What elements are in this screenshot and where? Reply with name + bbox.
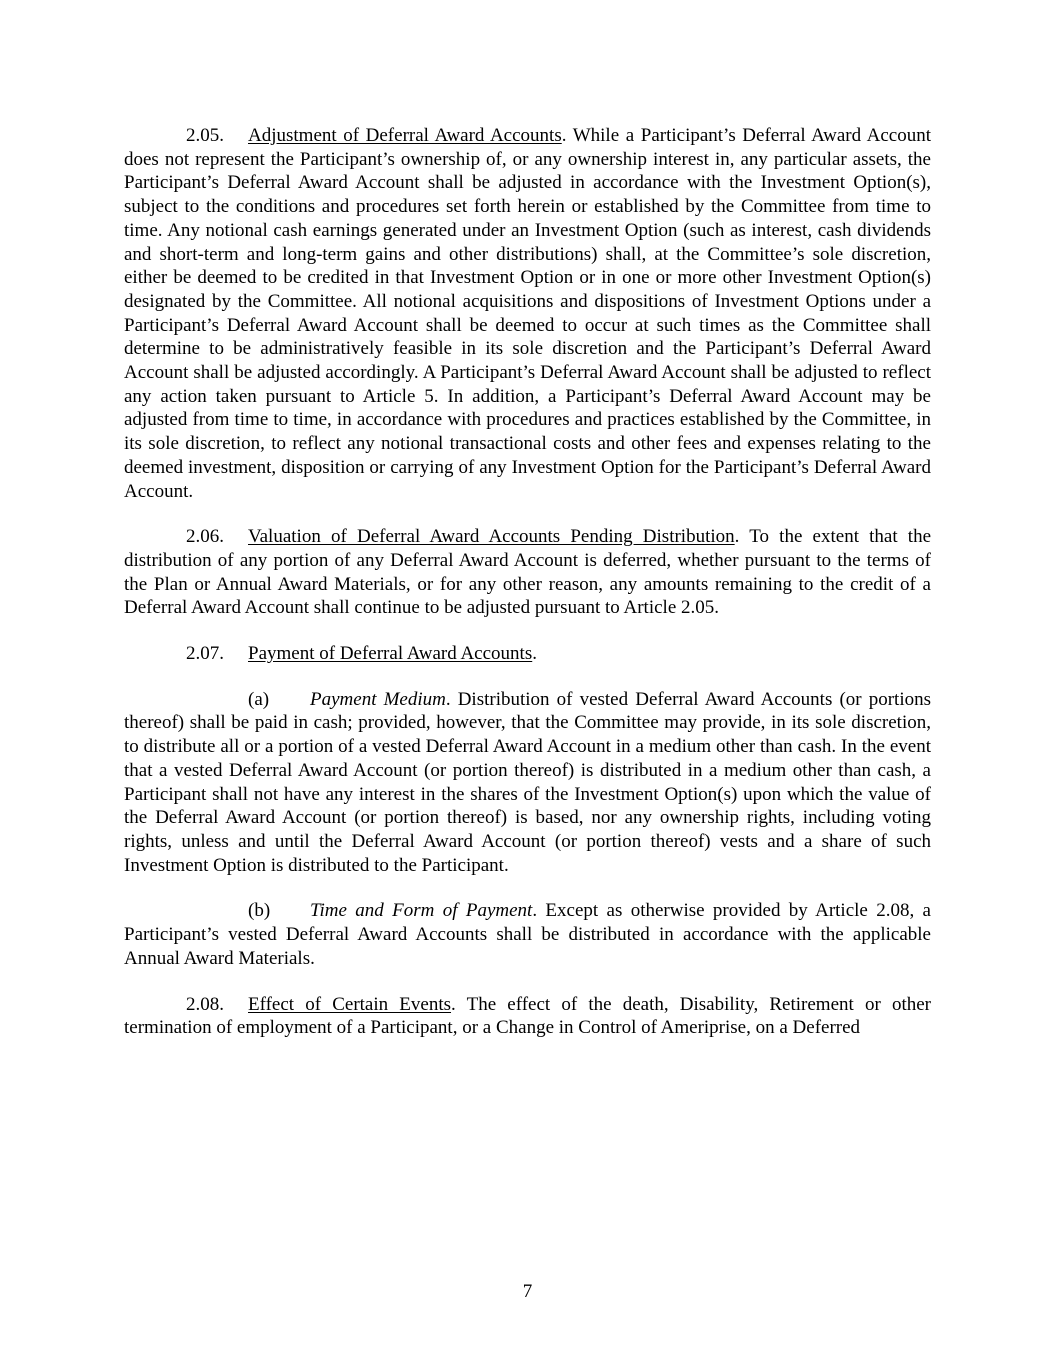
subsection-title: Payment Medium <box>310 688 446 710</box>
section-body-text: The effect of the death, Disability, Retirement or other termination of employment of a Participant, or a Change in Control of Ameriprise, on a Deferred <box>124 993 931 1039</box>
subsection-2-07-b <box>124 899 931 970</box>
subsection-letter: (a) <box>248 688 270 710</box>
section-number: 2.05. <box>186 125 224 146</box>
section-number: 2.08. <box>186 993 224 1015</box>
subsection-title: Time and Form of Payment <box>310 900 533 922</box>
section-heading: Payment of Deferral Award Accounts <box>248 643 533 665</box>
title-punctuation: . <box>445 688 451 710</box>
subsection-letter: (b) <box>248 900 271 922</box>
subsection-body-text: Distribution of vested Deferral Award Accounts (or portions thereof) shall be paid in cash; provided, however, that the Committee may provide, in its sole discretion, to distribute all or a portion of a vested Deferral Award Account in a medium other than cash. In the event that a vested Deferral Award Account (or portion thereof) is distributed in a medium other than cash, a Participant shall not have any interest in the shares of the Investment Option(s) upon which the value of the Deferral Award Account (or portion thereof) is based, nor any ownership rights, including voting rights, unless and until the Deferral Award Account (or portion thereof) vests and a share of such Investment Option is distributed to the Participant. <box>124 688 931 876</box>
document-page-body <box>124 124 931 1062</box>
section-body-text: To the extent that the distribution of any portion of any Deferral Award Account is deferred, whether pursuant to the terms of the Plan or Annual Award Materials, or for any other reason, any amounts remaining to the credit of a Deferral Award Account shall continue to be adjusted pursuant to Article 2.05. <box>124 526 931 619</box>
section-heading: Valuation of Deferral Award Accounts Pending Distribution <box>248 526 735 548</box>
section-heading: Adjustment of Deferral Award Accounts <box>248 125 562 146</box>
section-2-08 <box>124 993 931 1040</box>
section-heading: Effect of Certain Events <box>248 993 452 1015</box>
section-2-07 <box>124 642 931 666</box>
heading-punctuation: . <box>451 993 456 1015</box>
section-number: 2.06. <box>186 526 224 548</box>
section-2-06 <box>124 525 931 620</box>
section-body-text: While a Participant’s Deferral Award Account does not represent the Participant’s ownership of, or any ownership interest in, any particular assets, the Participant’s Deferral Award Account shall be adjusted in accordance with the Investment Option(s), subject to the conditions and procedures set forth herein or established by the Committee from time to time. Any notional cash earnings generated under an Investment Option (such as interest, cash dividends and short-term and long-term gains and other distributions) shall, at the Committee’s sole discretion, either be deemed to be credited in that Investment Option or in one or more other Investment Option(s) designated by the Committee. All notional acquisitions and dispositions of Investment Options under a Participant’s Deferral Award Account shall be deemed to occur at such times as the Committee shall determine to be administratively feasible in its sole discretion and the Participant’s Deferral Award Account shall be adjusted accordingly. A Participant’s Deferral Award Account shall be adjusted to reflect any action taken pursuant to Article 5. In addition, a Participant’s Deferral Award Account may be adjusted from time to time, in accordance with procedures and practices established by the Committee, in its sole discretion, to reflect any notional transactional costs and other fees and expenses relating to the deemed investment, disposition or carrying of any Investment Option for the Participant’s Deferral Award Account. <box>124 125 931 502</box>
subsection-body-text: Except as otherwise provided by Article 2.08, a Participant’s vested Deferral Award Accounts shall be distributed in accordance with the applicable Annual Award Materials. <box>124 900 931 969</box>
section-number: 2.07. <box>186 643 224 665</box>
section-2-05 <box>124 124 931 503</box>
title-punctuation: . <box>532 900 538 922</box>
heading-punctuation: . <box>561 125 567 146</box>
page-number: 7 <box>522 1281 533 1302</box>
heading-punctuation: . <box>532 643 537 665</box>
subsection-2-07-a <box>124 688 931 878</box>
heading-punctuation: . <box>734 526 740 548</box>
